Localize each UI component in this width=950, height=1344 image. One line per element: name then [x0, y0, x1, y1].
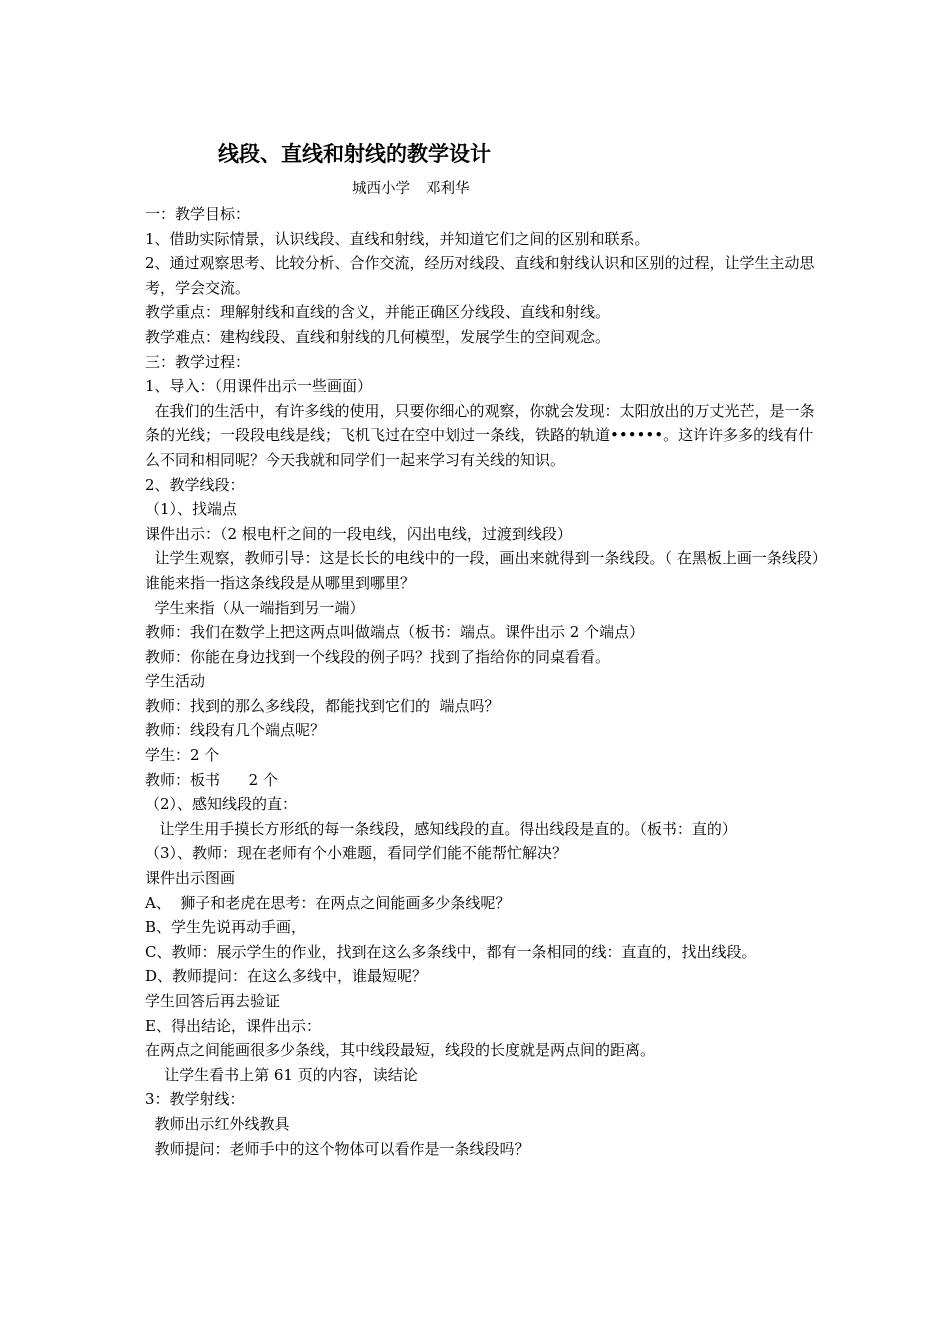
document-title: 线段、直线和射线的教学设计 [218, 141, 491, 166]
paragraph-line: 学生来指（从一端指到另一端） [145, 598, 365, 617]
paragraph-line: 2、教学线段： [145, 475, 245, 494]
paragraph-line: 课件出示图画 [145, 869, 236, 888]
paragraph-line: 在我们的生活中，有许多线的使用，只要你细心的观察，你就会发现：太阳放出的万丈光芒，是一条条的光线；一段段电线是线；飞机飞过在空中划过一条线，铁路的轨道••••••。这许许多多的线有什么不同和相同呢？今天我就和同学们一起来学习有关线的知识。 [145, 401, 815, 469]
paragraph-line: （2）、感知线段的直： [145, 795, 298, 814]
paragraph-line: E、得出结论，课件出示： [145, 1016, 321, 1035]
author-school: 城西小学 [352, 181, 410, 197]
author-name: 邓利华 [426, 181, 470, 197]
paragraph-line: B、学生先说再动手画， [145, 918, 307, 937]
paragraph-line: 2、通过观察思考、比较分析、合作交流，经历对线段、直线和射线认识和区别的过程，让学生主动思考，学会交流。 [145, 254, 815, 297]
paragraph-line: 三：教学过程： [145, 352, 251, 371]
paragraph-line: 课件出示：（2 根电杆之间的一段电线，闪出电线，过渡到线段） [145, 524, 572, 543]
paragraph-line: 教师：我们在数学上把这两点叫做端点（板书：端点。课件出示 2 个端点） [145, 623, 645, 642]
paragraph-line: 教师出示红外线教具 [145, 1114, 290, 1133]
author-line [352, 177, 470, 198]
document-body [145, 202, 825, 1161]
paragraph-line: 教学难点：建构线段、直线和射线的几何模型，发展学生的空间观念。 [145, 327, 611, 346]
paragraph-line: （1）、找端点 [145, 500, 238, 519]
paragraph-line: 教师：你能在身边找到一个线段的例子吗？找到了指给你的同桌看看。 [145, 647, 611, 666]
paragraph-line: A、 狮子和老虎在思考：在两点之间能画多少条线呢？ [145, 893, 511, 912]
paragraph-line: （3）、教师：现在老师有个小难题，看同学们能不能帮忙解决？ [145, 844, 568, 863]
paragraph-line: 学生回答后再去验证 [145, 992, 281, 1010]
paragraph-line: 教师：板书 2 个 [145, 770, 278, 789]
paragraph-line: 让学生观察，教师引导：这是长长的电线中的一段，画出来就得到一条线段。（ 在黑板上画一条线段）谁能来指一指这条线段是从哪里到哪里？ [145, 549, 820, 592]
paragraph-line: 教师：找到的那么多线段，都能找到它们的 端点吗？ [145, 696, 500, 715]
paragraph-line: 教师提问：老师手中的这个物体可以看作是一条线段吗？ [145, 1139, 530, 1158]
paragraph-line: 在两点之间能画很多少条线，其中线段最短，线段的长度就是两点间的距离。 [145, 1041, 656, 1060]
paragraph-line: 一：教学目标： [145, 205, 251, 223]
paragraph-line: 1、导入：（用课件出示一些画面） [145, 377, 373, 396]
paragraph-line: 让学生用手摸长方形纸的每一条线段，感知线段的直。得出线段是直的。（板书：直的） [145, 819, 737, 838]
paragraph-line: 学生活动 [145, 672, 206, 691]
paragraph-line: C、教师：展示学生的作业，找到在这么多条线中，都有一条相同的线：直直的，找出线段。 [145, 942, 757, 961]
paragraph-line: 教师：线段有几个端点呢？ [145, 721, 326, 740]
paragraph-line: D、教师提问：在这么多线中，谁最短呢？ [145, 967, 428, 986]
paragraph-line: 1、借助实际情景，认识线段、直线和射线，并知道它们之间的区别和联系。 [145, 229, 650, 248]
paragraph-line: 教学重点：理解射线和直线的含义，并能正确区分线段、直线和射线。 [145, 303, 611, 322]
paragraph-line: 3：教学射线： [145, 1090, 245, 1109]
paragraph-line: 学生：2 个 [145, 746, 220, 765]
paragraph-line: 让学生看书上第 61 页的内容，读结论 [145, 1065, 418, 1084]
